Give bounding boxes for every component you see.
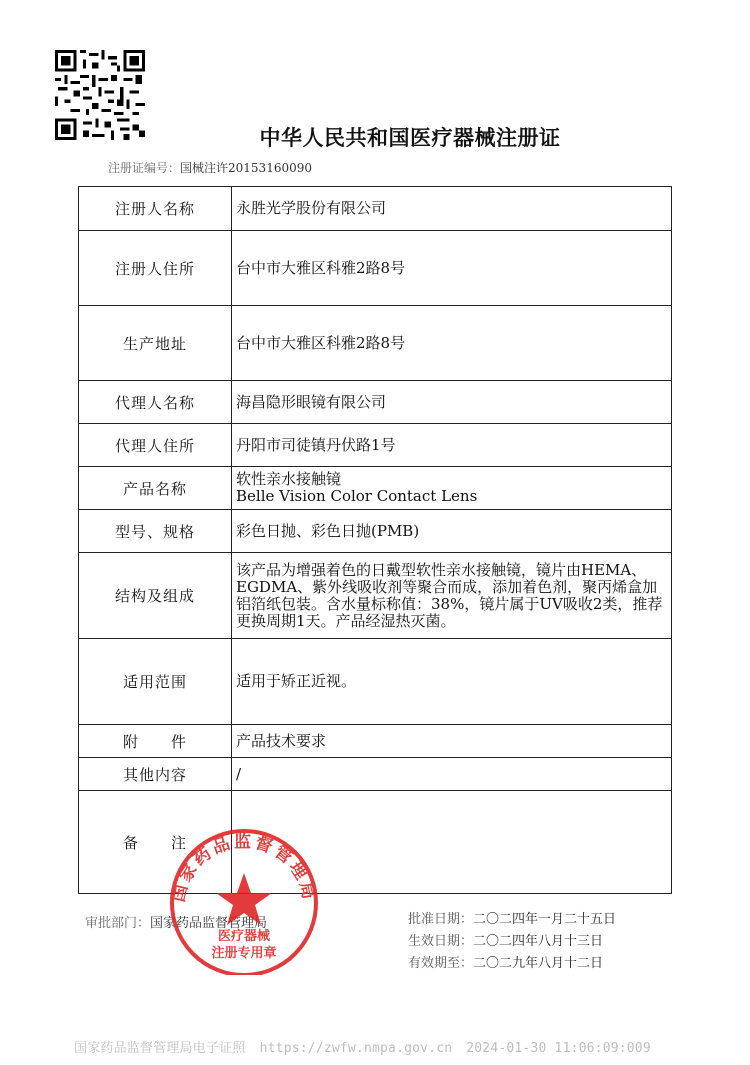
seal-outer-text: 国家药品监督管理局 (168, 832, 320, 904)
row-value: 产品技术要求 (232, 725, 672, 758)
row-label: 结构及组成 (79, 553, 232, 639)
ecert-label: 国家药品监督管理局电子证照 (74, 1041, 246, 1056)
row-value: 丹阳市司徒镇丹伏路1号 (232, 424, 672, 467)
table-row (79, 553, 672, 639)
row-value: / (232, 758, 672, 791)
approval-date: 二〇二四年一月二十五日 (473, 912, 617, 927)
expiry-date-label: 有效期至： (408, 956, 474, 971)
row-label: 生产地址 (79, 306, 232, 381)
dates-block (408, 909, 616, 975)
issuer-label: 审批部门： (85, 916, 151, 931)
row-value: 彩色日抛、彩色日抛(PMB) (232, 510, 672, 553)
row-label: 注册人住所 (79, 231, 232, 306)
row-label: 附 件 (79, 725, 232, 758)
product-name-en: Belle Vision Color Contact Lens (236, 487, 478, 505)
row-value: 台中市大雅区科雅2路8号 (232, 231, 672, 306)
effective-date-label: 生效日期： (408, 934, 474, 949)
row-label: 注册人名称 (79, 187, 232, 231)
table-row (79, 306, 672, 381)
table-row (79, 510, 672, 553)
seal-inner-line1: 医疗器械 (217, 929, 271, 944)
table-row (79, 187, 672, 231)
row-label: 型号、规格 (79, 510, 232, 553)
issuer-value: 国家药品监督管理局 (150, 916, 268, 931)
table-row (79, 424, 672, 467)
table-row (79, 639, 672, 725)
row-label: 其他内容 (79, 758, 232, 791)
row-value: 海昌隐形眼镜有限公司 (232, 381, 672, 424)
table-row (79, 381, 672, 424)
registration-number (108, 159, 312, 176)
registration-number-value: 国械注许20153160090 (180, 161, 312, 175)
registration-table (78, 186, 672, 894)
row-label: 备 注 (79, 791, 232, 894)
row-value: 该产品为增强着色的日戴型软性亲水接触镜，镜片由HEMA、EGDMA、紫外线吸收剂等聚合而成，添加着色剂，聚丙烯盒加铝箔纸包装。含水量标称值：38%，镜片属于UV吸收2类，推荐更换周期1天。产品经湿热灭菌。 (232, 553, 672, 639)
seal-star-icon (216, 873, 272, 925)
expiry-date: 二〇二九年八月十二日 (473, 956, 604, 971)
approval-date-label: 批准日期： (408, 912, 474, 927)
ecert-timestamp: 2024-01-30 11:06:09:009 (466, 1041, 651, 1056)
row-label: 产品名称 (79, 467, 232, 510)
electronic-certificate-footer (74, 1037, 651, 1056)
effective-date: 二〇二四年八月十三日 (473, 934, 604, 949)
row-value: 台中市大雅区科雅2路8号 (232, 306, 672, 381)
table-row (79, 231, 672, 306)
row-value: 永胜光学股份有限公司 (232, 187, 672, 231)
table-row (79, 725, 672, 758)
row-label: 代理人名称 (79, 381, 232, 424)
seal-inner-line2: 注册专用章 (211, 946, 277, 961)
row-label: 适用范围 (79, 639, 232, 725)
ecert-url[interactable]: https://zwfw.nmpa.gov.cn (259, 1041, 453, 1056)
product-name-cn: 软性亲水接触镜 (236, 470, 342, 488)
table-row (79, 467, 672, 510)
expiry-date-line (408, 953, 616, 975)
official-seal (158, 825, 330, 975)
row-label: 代理人住所 (79, 424, 232, 467)
approval-date-line (408, 909, 616, 931)
document-title: 中华人民共和国医疗器械注册证 (259, 126, 561, 150)
effective-date-line (408, 931, 616, 953)
row-value: 适用于矫正近视。 (232, 639, 672, 725)
row-value (232, 467, 672, 510)
table-row (79, 758, 672, 791)
registration-number-label: 注册证编号： (108, 161, 181, 175)
